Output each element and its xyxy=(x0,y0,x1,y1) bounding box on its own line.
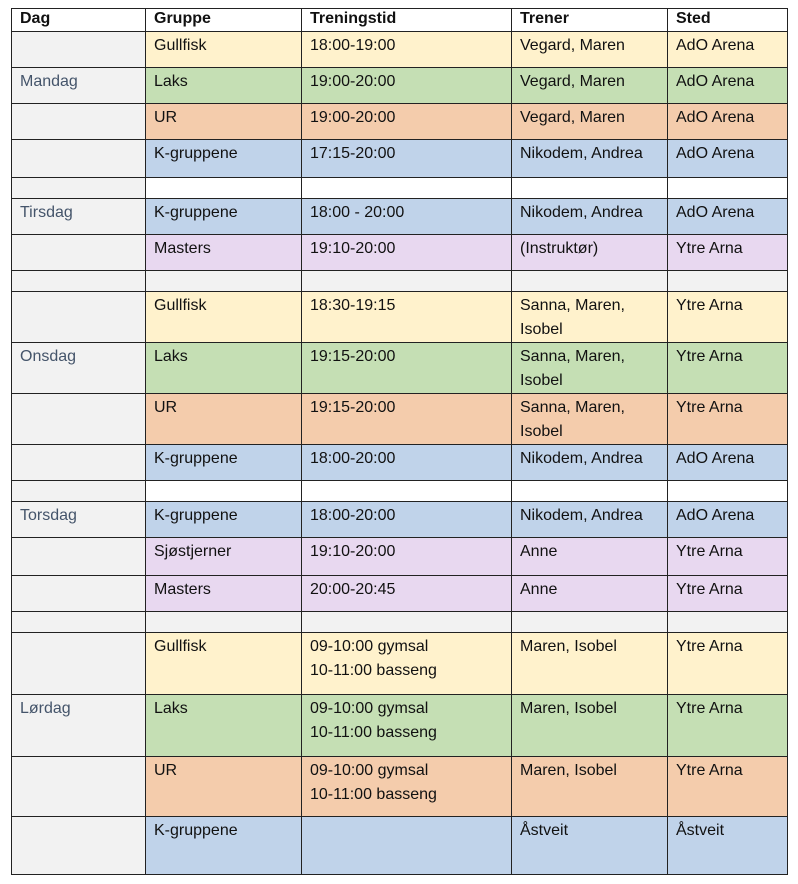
day-cell xyxy=(12,32,146,68)
group-cell: UR xyxy=(146,104,302,140)
table-row xyxy=(12,695,788,757)
time-cell: 18:00-20:00 xyxy=(302,445,512,481)
trainer-cell: Maren, Isobel xyxy=(512,695,668,757)
time-cell: 09-10:00 gymsal 10-11:00 basseng xyxy=(302,695,512,757)
group-cell: Gullfisk xyxy=(146,32,302,68)
time-cell: 18:00-19:00 xyxy=(302,32,512,68)
time-cell: 19:00-20:00 xyxy=(302,68,512,104)
day-cell xyxy=(12,633,146,695)
table-row xyxy=(12,502,788,538)
day-cell xyxy=(12,140,146,178)
table-row xyxy=(12,394,788,445)
trainer-cell: Vegard, Maren xyxy=(512,32,668,68)
header-row xyxy=(12,9,788,32)
day-cell xyxy=(12,445,146,481)
header-trainer: Trener xyxy=(512,9,668,32)
place-cell: Ytre Arna xyxy=(668,576,788,612)
group-cell: K-gruppene xyxy=(146,502,302,538)
group-cell: UR xyxy=(146,757,302,817)
header-place: Sted xyxy=(668,9,788,32)
table-row xyxy=(12,32,788,68)
trainer-cell: Anne xyxy=(512,576,668,612)
time-cell: 19:00-20:00 xyxy=(302,104,512,140)
place-cell: AdO Arena xyxy=(668,199,788,235)
day-label-monday: Mandag xyxy=(12,68,146,104)
trainer-cell: Vegard, Maren xyxy=(512,104,668,140)
group-cell: Laks xyxy=(146,343,302,394)
training-schedule-table xyxy=(11,8,788,875)
place-cell: AdO Arena xyxy=(668,104,788,140)
place-cell: AdO Arena xyxy=(668,32,788,68)
place-cell: Ytre Arna xyxy=(668,235,788,271)
group-cell: Laks xyxy=(146,68,302,104)
group-cell: Masters xyxy=(146,576,302,612)
trainer-cell: Nikodem, Andrea xyxy=(512,502,668,538)
trainer-cell: Vegard, Maren xyxy=(512,68,668,104)
trainer-cell: Sanna, Maren, Isobel xyxy=(512,343,668,394)
header-time: Treningstid xyxy=(302,9,512,32)
group-cell: K-gruppene xyxy=(146,199,302,235)
place-cell: AdO Arena xyxy=(668,502,788,538)
trainer-cell: Maren, Isobel xyxy=(512,633,668,695)
time-cell: 20:00-20:45 xyxy=(302,576,512,612)
table-row xyxy=(12,633,788,695)
place-cell: Ytre Arna xyxy=(668,695,788,757)
day-cell xyxy=(12,576,146,612)
table-row xyxy=(12,538,788,576)
time-cell: 19:15-20:00 xyxy=(302,343,512,394)
day-label-wednesday: Onsdag xyxy=(12,343,146,394)
place-cell: AdO Arena xyxy=(668,445,788,481)
group-cell: Masters xyxy=(146,235,302,271)
group-cell: K-gruppene xyxy=(146,140,302,178)
place-cell: Ytre Arna xyxy=(668,538,788,576)
day-cell xyxy=(12,394,146,445)
header-day: Dag xyxy=(12,9,146,32)
table-row xyxy=(12,140,788,178)
table-row xyxy=(12,235,788,271)
group-cell: Gullfisk xyxy=(146,292,302,343)
place-cell: Ytre Arna xyxy=(668,343,788,394)
table-row xyxy=(12,576,788,612)
time-cell: 19:10-20:00 xyxy=(302,235,512,271)
time-cell: 18:00 - 20:00 xyxy=(302,199,512,235)
trainer-cell: Nikodem, Andrea xyxy=(512,199,668,235)
day-cell xyxy=(12,292,146,343)
day-label-saturday: Lørdag xyxy=(12,695,146,757)
time-cell: 17:15-20:00 xyxy=(302,140,512,178)
group-cell: K-gruppene xyxy=(146,445,302,481)
place-cell: Ytre Arna xyxy=(668,292,788,343)
group-cell: Sjøstjerner xyxy=(146,538,302,576)
spacer-row xyxy=(12,481,788,502)
day-cell xyxy=(12,538,146,576)
time-cell xyxy=(302,817,512,875)
day-label-thursday: Torsdag xyxy=(12,502,146,538)
table-row xyxy=(12,104,788,140)
trainer-cell: Anne xyxy=(512,538,668,576)
place-cell: Ytre Arna xyxy=(668,633,788,695)
day-cell xyxy=(12,817,146,875)
table-row xyxy=(12,292,788,343)
table-row xyxy=(12,817,788,875)
place-cell: Ytre Arna xyxy=(668,394,788,445)
table-row xyxy=(12,199,788,235)
place-cell: Åstveit xyxy=(668,817,788,875)
day-cell xyxy=(12,104,146,140)
trainer-cell: Nikodem, Andrea xyxy=(512,140,668,178)
trainer-cell: Nikodem, Andrea xyxy=(512,445,668,481)
place-cell: AdO Arena xyxy=(668,68,788,104)
day-cell xyxy=(12,757,146,817)
table-row xyxy=(12,445,788,481)
group-cell: Laks xyxy=(146,695,302,757)
spacer-row xyxy=(12,178,788,199)
trainer-cell: Maren, Isobel xyxy=(512,757,668,817)
table-row xyxy=(12,68,788,104)
time-cell: 19:15-20:00 xyxy=(302,394,512,445)
day-label-tuesday: Tirsdag xyxy=(12,199,146,235)
spacer-row xyxy=(12,271,788,292)
table-row xyxy=(12,757,788,817)
time-cell: 09-10:00 gymsal 10-11:00 basseng xyxy=(302,633,512,695)
header-group: Gruppe xyxy=(146,9,302,32)
spacer-row xyxy=(12,612,788,633)
table-row xyxy=(12,343,788,394)
trainer-cell: (Instruktør) xyxy=(512,235,668,271)
trainer-cell: Åstveit xyxy=(512,817,668,875)
time-cell: 18:00-20:00 xyxy=(302,502,512,538)
place-cell: Ytre Arna xyxy=(668,757,788,817)
time-cell: 19:10-20:00 xyxy=(302,538,512,576)
group-cell: K-gruppene xyxy=(146,817,302,875)
time-cell: 18:30-19:15 xyxy=(302,292,512,343)
day-cell xyxy=(12,235,146,271)
trainer-cell: Sanna, Maren, Isobel xyxy=(512,394,668,445)
group-cell: UR xyxy=(146,394,302,445)
place-cell: AdO Arena xyxy=(668,140,788,178)
trainer-cell: Sanna, Maren, Isobel xyxy=(512,292,668,343)
group-cell: Gullfisk xyxy=(146,633,302,695)
time-cell: 09-10:00 gymsal 10-11:00 basseng xyxy=(302,757,512,817)
